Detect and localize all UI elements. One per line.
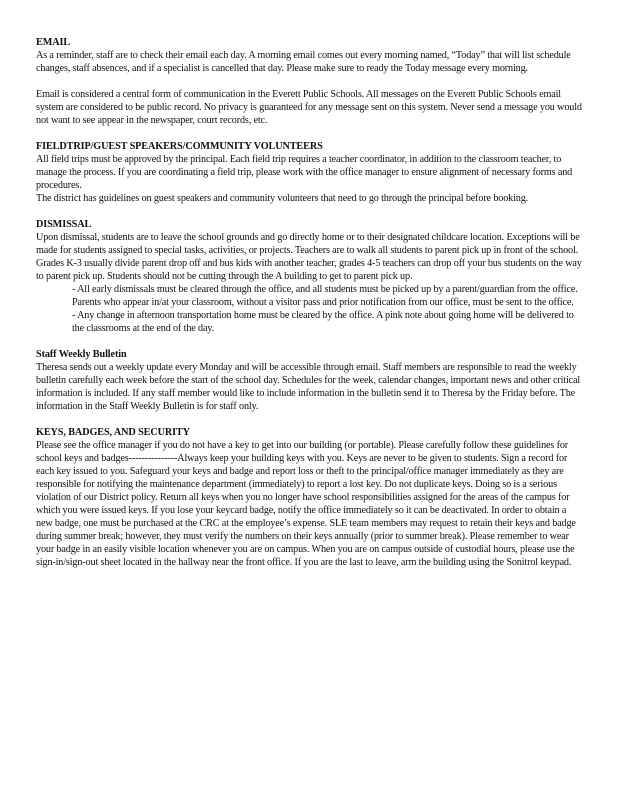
paragraph: The district has guidelines on guest speakers and community volunteers that need to go through the principal before booking. [36,193,529,204]
section-heading: FIELDTRIP/GUEST SPEAKERS/COMMUNITY VOLUNTEERS [36,141,323,152]
paragraph: All field trips must be approved by the principal. Each field trip requires a teacher coordinator, in addition to the classroom teacher, to manage the process. If you are coordinating a field trip, please work with the office manager to ensure alignment of necessary forms and procedures. [36,154,573,191]
paragraph: Theresa sends out a weekly update every Monday and will be accessible through email. Staff members are responsible to read the weekly bulletin carefully each week before the start of the school day. Schedules for the week, calendar changes, important news and other critical information is included. If any staff member would like to include information in the bulletin send it to Theresa by the Friday before. The information in the Staff Weekly Bulletin is for staff only. [36,362,581,412]
bullet-item: - All early dismissals must be cleared through the office, and all students must be picked up by a parent/guardian from the office. Parents who appear in/at your classroom, without a visitor pass and prior notification from our office, must be sent to the office. [72,284,578,308]
section-heading: DISMISSAL [36,219,92,230]
section-dismissal [36,218,584,335]
bullet-item: - Any change in afternoon transportation home must be cleared by the office. A pink note about going home will be delivered to the classrooms at the end of the day. [72,310,574,334]
paragraph: Upon dismissal, students are to leave the school grounds and go directly home or to their designated childcare location. Exceptions will be made for students assigned to special tasks, activities, or projects. Teachers are to walk all students to parent pick up in front of the school. Grades K-3 usually divide parent drop off and bus kids with another teacher, grades 4-5 teachers can drop off your bus students on the way to parent pick up. Students should not be cutting through the A building to get to parent pick up. [36,232,582,282]
section-heading: KEYS, BADGES, AND SECURITY [36,427,190,438]
section-keys-badges-security [36,426,584,569]
section-staff-bulletin [36,348,584,413]
section-heading: Staff Weekly Bulletin [36,349,127,360]
paragraph: Email is considered a central form of communication in the Everett Public Schools. All messages on the Everett Public Schools email system are considered to be public record. No privacy is guaranteed for any message sent on this system. Never send a message you would not want to see appear in the newspaper, court records, etc. [36,89,582,126]
paragraph: As a reminder, staff are to check their email each day. A morning email comes out every morning named, “Today” that will list schedule changes, staff absences, and if a specialist is cancelled that day. Please make sure to ready the Today message every morning. [36,50,571,74]
document-page [36,36,584,569]
paragraph: Please see the office manager if you do not have a key to get into our building (or portable). Please carefully follow these guidelines for school keys and badges---------------Always keep your building keys with you. Keys are never to be given to students. Sign a record for each key issued to you. Safeguard your keys and badge and report loss or theft to the principal/office manager immediately as they are responsible for notifying the maintenance department (immediately) to report a lost key. Do not duplicate keys. Doing so is a serious violation of our District policy. Return all keys when you no longer have school responsibilities assigned for the areas of the campus for which you were issued keys. If you lose your keycard badge, notify the office immediately so it can be deactivated. In order to obtain a new badge, one must be purchased at the CRC at the employee’s expense. SLE team members may request to retain their keys and badge during summer break; however, they must verify the numbers on their keys annually (prior to summer break). Please remember to wear your badge in an easily visible location whenever you are on campus. When you are on campus outside of custodial hours, please use the sign-in/sign-out sheet located in the hallway near the front office. If you are the last to leave, arm the building using the Sonitrol keypad. [36,440,576,568]
section-email [36,36,584,127]
section-fieldtrip [36,140,584,205]
section-heading: EMAIL [36,37,71,48]
